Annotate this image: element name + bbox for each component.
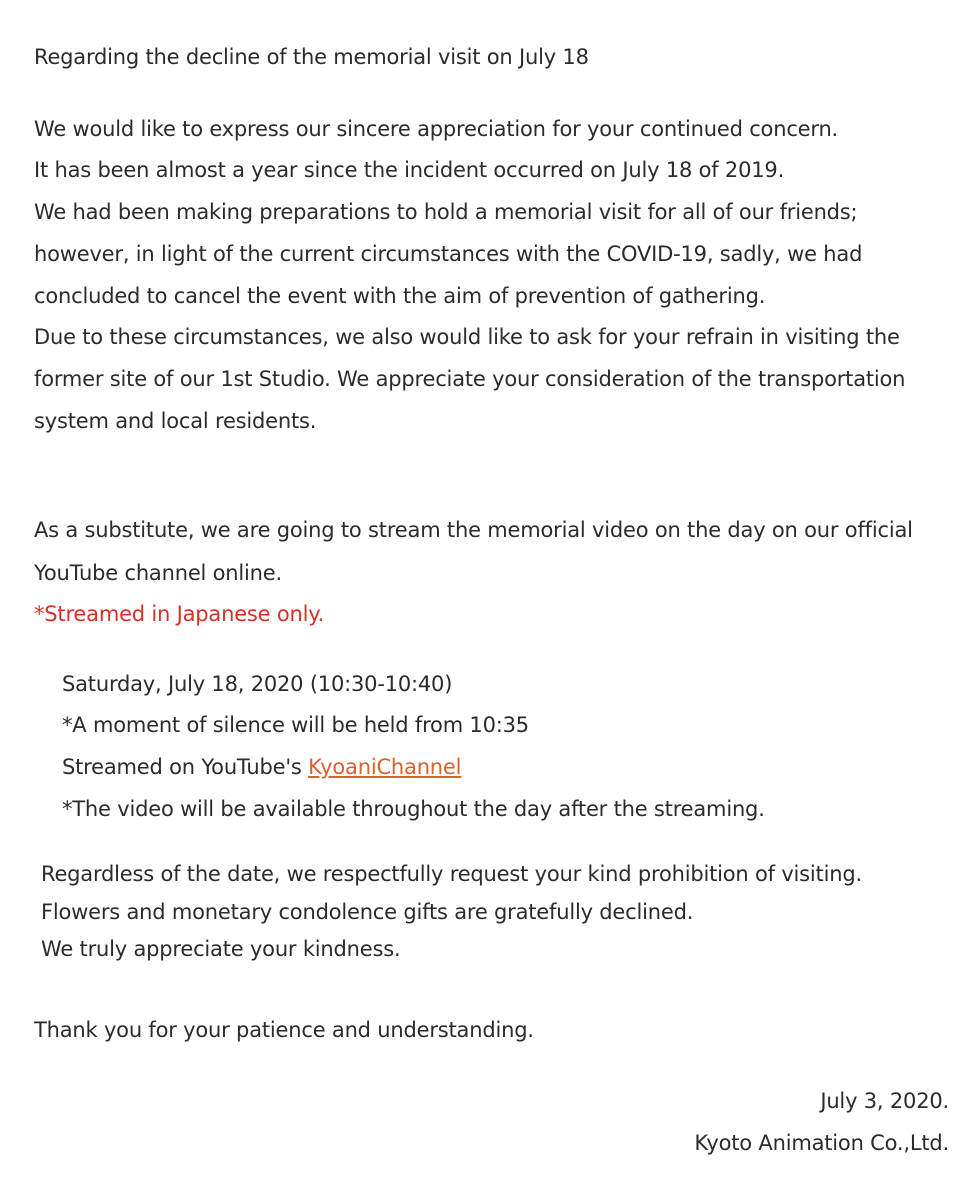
stream-date-time: Saturday, July 18, 2020 (10:30-10:40) [62, 672, 453, 696]
substitute-line: YouTube channel online. [34, 561, 282, 585]
request-line: Flowers and monetary condolence gifts are gratefully declined. [41, 900, 694, 924]
intro-line: however, in light of the current circumstances with the COVID-19, sadly, we had [34, 242, 863, 266]
kyoani-channel-link[interactable]: KyoaniChannel [308, 755, 462, 779]
intro-line: former site of our 1st Studio. We appreciate your consideration of the transportation [34, 367, 906, 391]
intro-line: We had been making preparations to hold a memorial visit for all of our friends; [34, 200, 858, 224]
document-title: Regarding the decline of the memorial visit on July 18 [34, 45, 589, 69]
request-line: Regardless of the date, we respectfully request your kind prohibition of visiting. [41, 862, 862, 886]
intro-line: Due to these circumstances, we also would like to ask for your refrain in visiting the [34, 325, 900, 349]
intro-line: concluded to cancel the event with the aim of prevention of gathering. [34, 284, 766, 308]
signature-company: Kyoto Animation Co.,Ltd. [694, 1131, 949, 1155]
availability-note: *The video will be available throughout the day after the streaming. [62, 797, 765, 821]
intro-line: It has been almost a year since the incident occurred on July 18 of 2019. [34, 158, 785, 182]
signature-date: July 3, 2020. [820, 1089, 949, 1113]
intro-line: system and local residents. [34, 409, 317, 433]
streamed-on-prefix: Streamed on YouTube's [62, 755, 309, 779]
streamed-on-line [62, 754, 461, 780]
silence-note: *A moment of silence will be held from 10:35 [62, 713, 529, 737]
request-line: We truly appreciate your kindness. [41, 937, 401, 961]
substitute-line: As a substitute, we are going to stream the memorial video on the day on our official [34, 518, 913, 542]
intro-line: We would like to express our sincere appreciation for your continued concern. [34, 117, 839, 141]
closing-line: Thank you for your patience and understanding. [34, 1018, 534, 1042]
japanese-only-note: *Streamed in Japanese only. [34, 602, 324, 626]
